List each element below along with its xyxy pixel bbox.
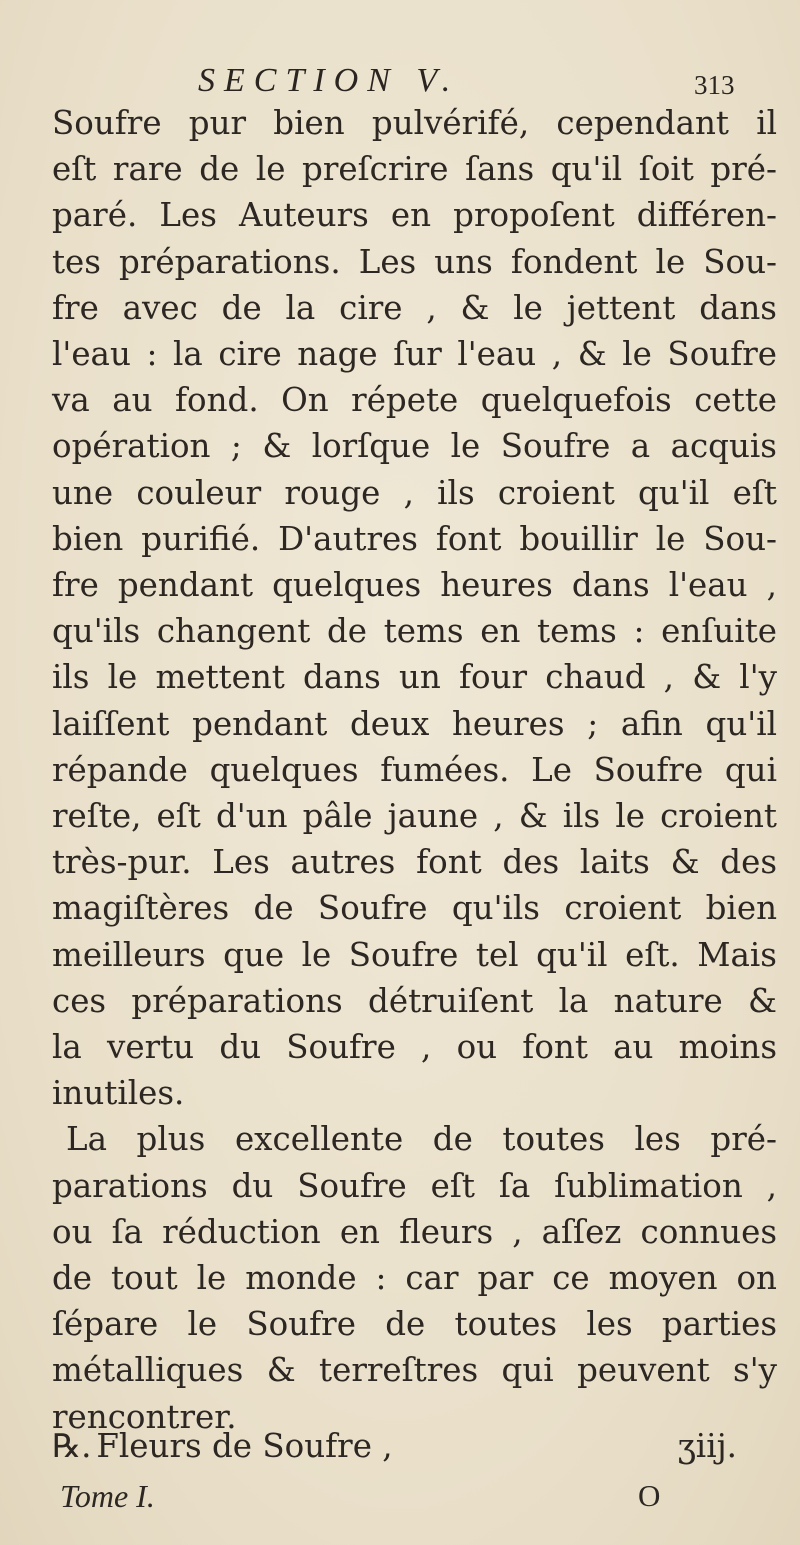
text-line: parations du Soufre eſt ſa ſublimation , [52, 1166, 777, 1205]
text-line: inutiles. [52, 1074, 185, 1113]
text-line: fre avec de la cire , & le jettent dans [52, 288, 777, 327]
text-line: fre pendant quelques heures dans l'eau , [52, 566, 777, 605]
text-line: La plus excellente de toutes les pré- [66, 1120, 777, 1159]
text-line: meilleurs que le Soufre tel qu'il eſt. Mais [52, 935, 777, 974]
volume-label: Tome I. [60, 1478, 155, 1514]
text-line: ſépare le Soufre de toutes les parties [52, 1305, 777, 1344]
text-line: la vertu du Soufre , ou font au moins [52, 1028, 777, 1067]
text-line: une couleur rouge , ils croient qu'il eſt [52, 473, 777, 512]
text-line: ces préparations détruiſent la nature & [52, 981, 777, 1020]
signature-mark: O [638, 1478, 661, 1513]
text-line: reſte, eſt d'un pâle jaune , & ils le croient [52, 797, 777, 836]
page-number: 313 [694, 70, 735, 100]
text-line: l'eau : la cire nage ſur l'eau , & le Soufre [52, 335, 777, 374]
text-line: magiſtères de Soufre qu'ils croient bien [52, 889, 777, 928]
text-line: Soufre pur bien pulvérifé, cependant il [52, 104, 777, 142]
recipe-line [52, 1427, 777, 1465]
text-line: ils le mettent dans un four chaud , & l'y [52, 658, 777, 697]
text-line: laiſſent pendant deux heures ; afin qu'il [52, 704, 777, 743]
text-line: ou ſa réduction en fleurs , aſſez connues [52, 1212, 777, 1251]
text-line: qu'ils changent de tems en tems : enſuite [52, 612, 777, 651]
recipe-ingredient: Fleurs de Soufre , [96, 1427, 393, 1465]
text-line: métalliques & terreſtres qui peuvent s'y [52, 1351, 777, 1390]
running-head: SECTION V. [198, 62, 460, 99]
text-line: très-pur. Les autres font des laits & des [52, 843, 777, 882]
text-line: eſt rare de le preſcrire ſans qu'il ſoit pré- [52, 150, 777, 189]
text-line: rencontrer. [52, 1397, 237, 1436]
text-line: va au fond. On répete quelquefois cette [52, 381, 777, 420]
text-line: tes préparations. Les uns fondent le Sou- [52, 242, 777, 281]
text-line: de tout le monde : car par ce moyen on [52, 1259, 777, 1298]
recipe-dose: ʒiij. [677, 1427, 737, 1465]
recipe-symbol: ℞. [52, 1427, 92, 1465]
text-line: opération ; & lorſque le Soufre a acquis [52, 427, 777, 466]
text-line: répande quelques fumées. Le Soufre qui [52, 750, 777, 789]
text-line: paré. Les Auteurs en propoſent différen- [52, 196, 777, 235]
text-line: bien purifié. D'autres font bouillir le Sou- [52, 519, 777, 558]
body-text [52, 100, 777, 1440]
